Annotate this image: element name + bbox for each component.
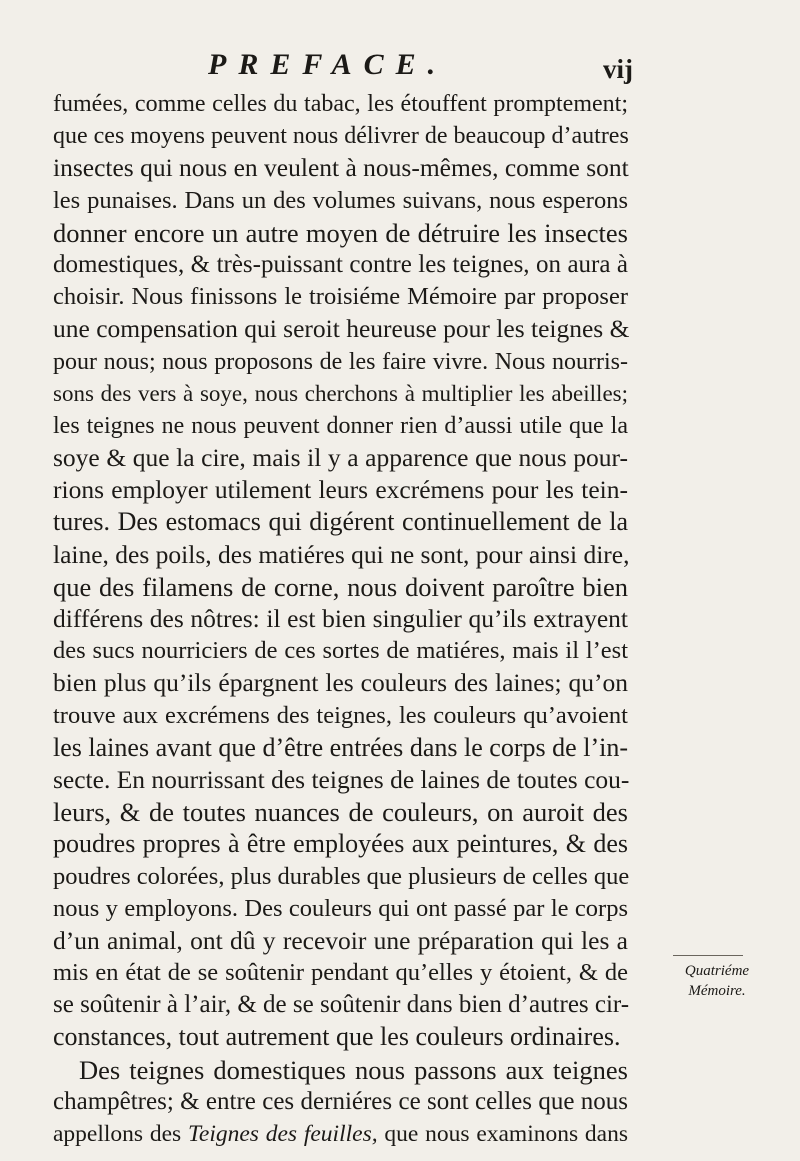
text-line: soye & que la cire, mais il y a apparence que nous pour- [53,443,628,473]
text-line: une compensation qui seroit heureuse pour les teignes & [53,314,630,344]
text-line: constances, tout autrement que les couleurs ordinaires. [53,1022,621,1052]
margin-note-rule [673,955,743,956]
text-line: secte. En nourrissant des teignes de laines de toutes cou- [53,764,630,794]
text-line: d’un animal, ont dû y recevoir une préparation qui les a [53,925,628,955]
text-line: des sucs nourriciers de ces sortes de matiéres, mais il l’est [53,637,628,665]
text-line: domestiques, & très-puissant contre les teignes, on aura à [53,250,628,278]
text-line: poudres colorées, plus durables que plusieurs de celles que [53,862,630,890]
text-line: mis en état de se soûtenir pendant qu’elles y étoient, & de [53,959,628,987]
text-line: donner encore un autre moyen de détruire les insectes [53,217,628,248]
text-line: les teignes ne nous peuvent donner rien d’aussi utile que la [53,412,628,439]
body-text [53,88,628,1150]
text-line-final [53,1118,628,1150]
text-line: laine, des poils, des matiéres qui ne sont, pour ainsi dire, [53,539,630,569]
text-line: choisir. Nous finissons le troisiéme Mémoire par proposer [53,283,628,311]
text-line: que des filamens de corne, nous doivent paroître bien [53,571,628,602]
text-line: trouve aux excrémens des teignes, les couleurs qu’avoient [53,701,628,729]
text-line: insectes qui nous en veulent à nous-mêmes, comme sont [53,153,629,183]
text-line: rions employer utilement leurs excrémens pour les tein- [53,475,628,505]
page-number: vij [603,54,633,84]
text-line: pour nous; nous proposons de les faire vivre. Nous nourris- [53,348,628,375]
text-line: différens des nôtres: il est bien singulier qu’ils extrayent [53,604,628,633]
text-line: sons des vers à soye, nous cherchons à multiplier les abeilles; [53,380,628,406]
text-line: les punaises. Dans un des volumes suivans, nous esperons [53,186,628,214]
margin-note-line1: Quatriéme [684,963,750,979]
final-line-start: appellons des [53,1121,188,1147]
text-line: champêtres; & entre ces derniéres ce sont celles que nous [53,1087,628,1115]
text-line: que ces moyens peuvent nous délivrer de beaucoup d’autres [53,123,629,150]
text-line: nous y employons. Des couleurs qui ont passé par le corps [53,894,628,922]
text-line: les laines avant que d’être entrées dans le corps de l’in- [53,732,628,762]
italic-term: Teignes des feuilles, [187,1121,378,1147]
text-line: tures. Des estomacs qui digérent continuellement de la [53,507,628,537]
margin-note [672,961,762,1001]
text-line: se soûtenir à l’air, & de se soûtenir dans bien d’autres cir- [53,991,630,1019]
margin-note-line2: Mémoire. [688,983,746,999]
page-header [0,48,800,88]
text-line: poudres propres à être employées aux peintures, & des [53,829,628,859]
final-line-end: que nous examinons dans [377,1121,629,1147]
text-line: leurs, & de toutes nuances de couleurs, on auroit des [53,797,628,828]
text-line: bien plus qu’ils épargnent les couleurs des laines; qu’on [53,668,628,698]
running-title: PREFACE. [208,48,448,81]
text-line: Des teignes domestiques nous passons aux teignes [79,1054,628,1085]
text-line: fumées, comme celles du tabac, les étouffent promptement; [53,91,628,117]
